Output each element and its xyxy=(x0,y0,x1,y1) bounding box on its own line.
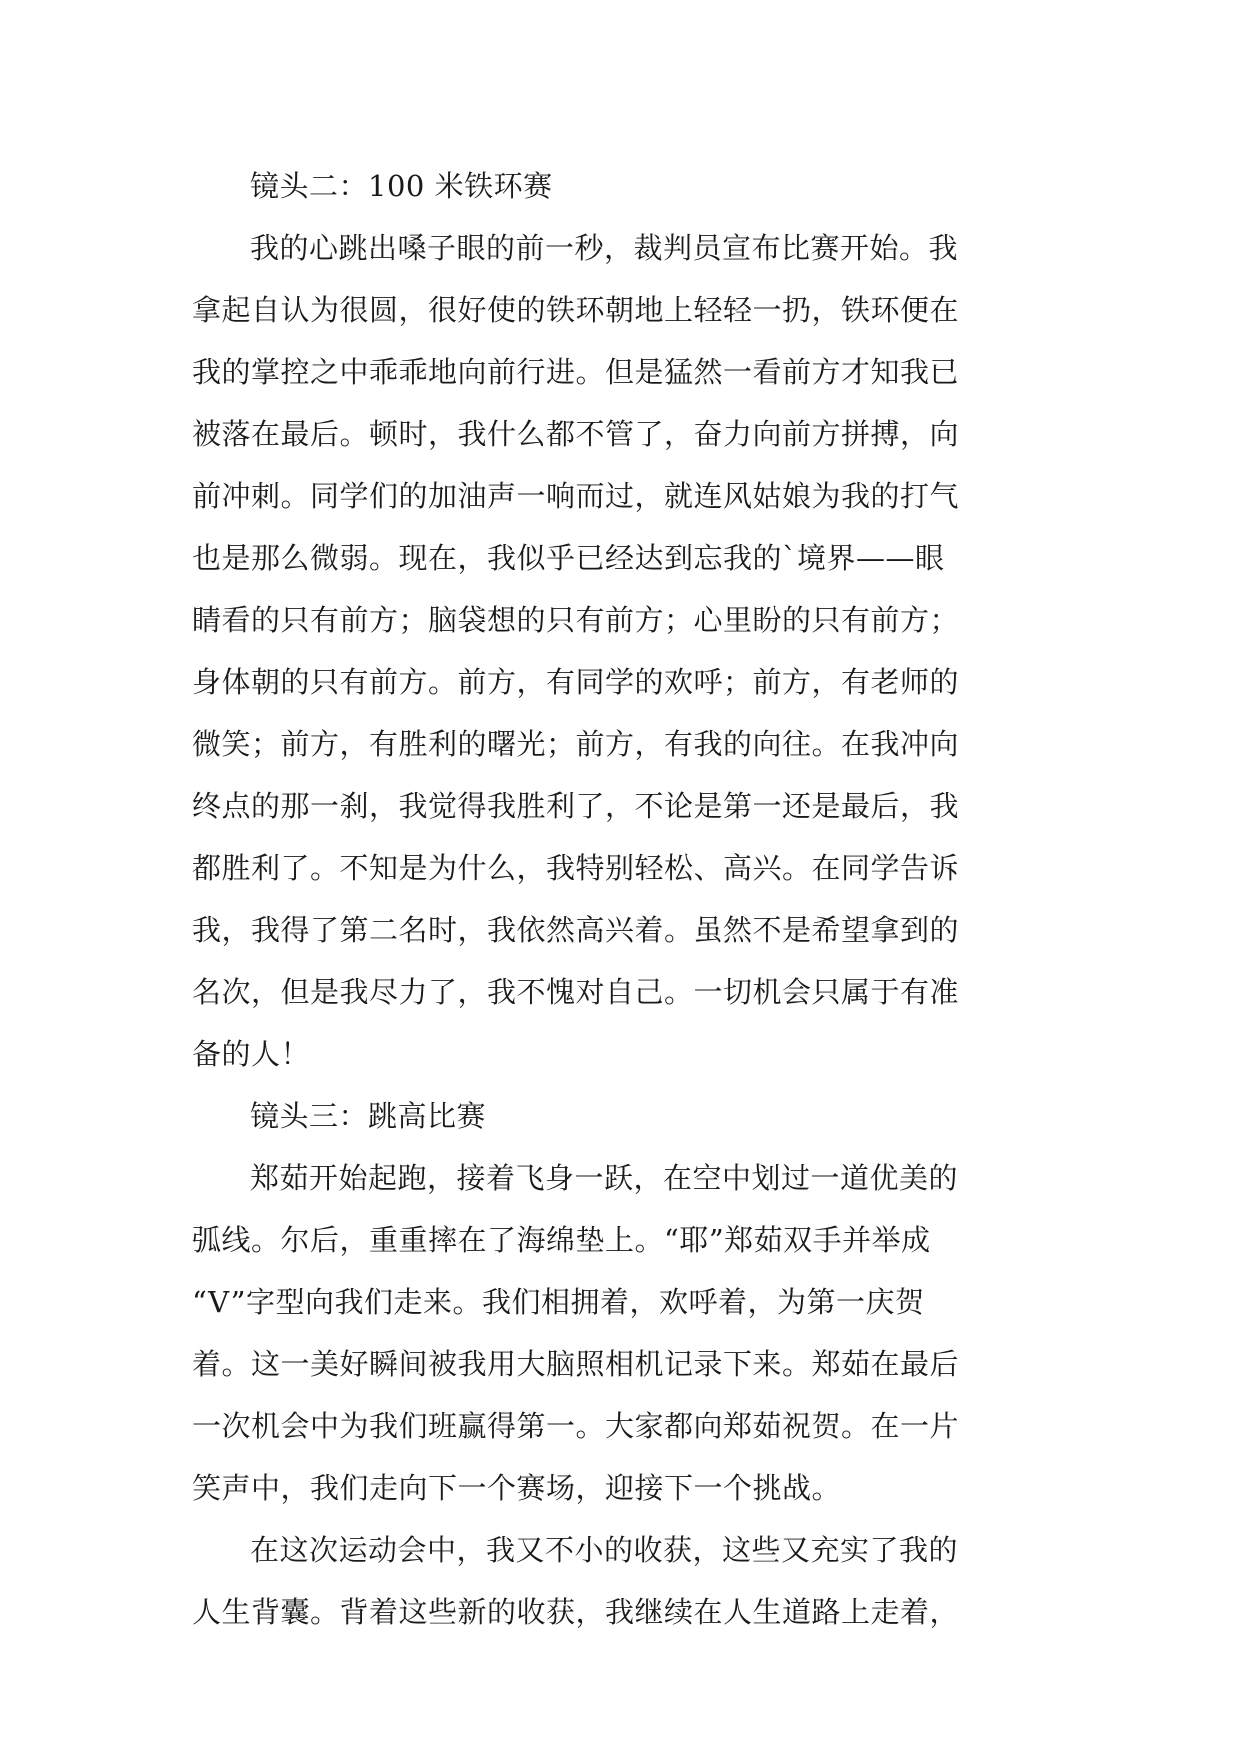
paragraph-line: 睛看的只有前方；脑袋想的只有前方；心里盼的只有前方； xyxy=(192,603,960,637)
paragraph-line: 着。这一美好瞬间被我用大脑照相机记录下来。郑茹在最后 xyxy=(192,1347,960,1381)
paragraph-line: 前冲刺。同学们的加油声一响而过，就连风姑娘为我的打气 xyxy=(192,479,960,513)
paragraph-line: “V”字型向我们走来。我们相拥着，欢呼着，为第一庆贺 xyxy=(192,1285,925,1319)
paragraph-line: 我的心跳出嗓子眼的前一秒，裁判员宣布比赛开始。我 xyxy=(250,231,959,265)
paragraph-line: 都胜利了。不知是为什么，我特别轻松、高兴。在同学告诉 xyxy=(192,851,960,885)
paragraph-line: 拿起自认为很圆，很好使的铁环朝地上轻轻一扔，铁环便在 xyxy=(192,293,960,327)
paragraph-line: 微笑；前方，有胜利的曙光；前方，有我的向往。在我冲向 xyxy=(192,727,960,761)
paragraph-line: 被落在最后。顿时，我什么都不管了，奋力向前方拼搏，向 xyxy=(192,417,960,451)
paragraph-line: 终点的那一刹，我觉得我胜利了，不论是第一还是最后，我 xyxy=(192,789,960,823)
paragraph-line: 笑声中，我们走向下一个赛场，迎接下一个挑战。 xyxy=(192,1471,842,1505)
document-page xyxy=(192,155,1052,1643)
section-heading-shot-two: 镜头二：100 米铁环赛 xyxy=(250,169,553,203)
section-heading-shot-three: 镜头三：跳高比赛 xyxy=(250,1099,487,1133)
paragraph-line: 一次机会中为我们班赢得第一。大家都向郑茹祝贺。在一片 xyxy=(192,1409,960,1443)
paragraph-line: 也是那么微弱。现在，我似乎已经达到忘我的`境界——眼 xyxy=(192,541,945,575)
paragraph-line: 郑茹开始起跑，接着飞身一跃，在空中划过一道优美的 xyxy=(250,1161,959,1195)
paragraph-line: 备的人！ xyxy=(192,1037,311,1071)
paragraph-line: 我的掌控之中乖乖地向前行进。但是猛然一看前方才知我已 xyxy=(192,355,960,389)
paragraph-line: 身体朝的只有前方。前方，有同学的欢呼；前方，有老师的 xyxy=(192,665,960,699)
paragraph-line: 弧线。尔后，重重摔在了海绵垫上。“耶”郑茹双手并举成 xyxy=(192,1223,931,1257)
paragraph-line: 在这次运动会中，我又不小的收获，这些又充实了我的 xyxy=(250,1533,959,1567)
paragraph-line: 名次，但是我尽力了，我不愧对自己。一切机会只属于有准 xyxy=(192,975,960,1009)
paragraph-line: 人生背囊。背着这些新的收获，我继续在人生道路上走着， xyxy=(192,1595,960,1629)
paragraph-line: 我，我得了第二名时，我依然高兴着。虽然不是希望拿到的 xyxy=(192,913,960,947)
